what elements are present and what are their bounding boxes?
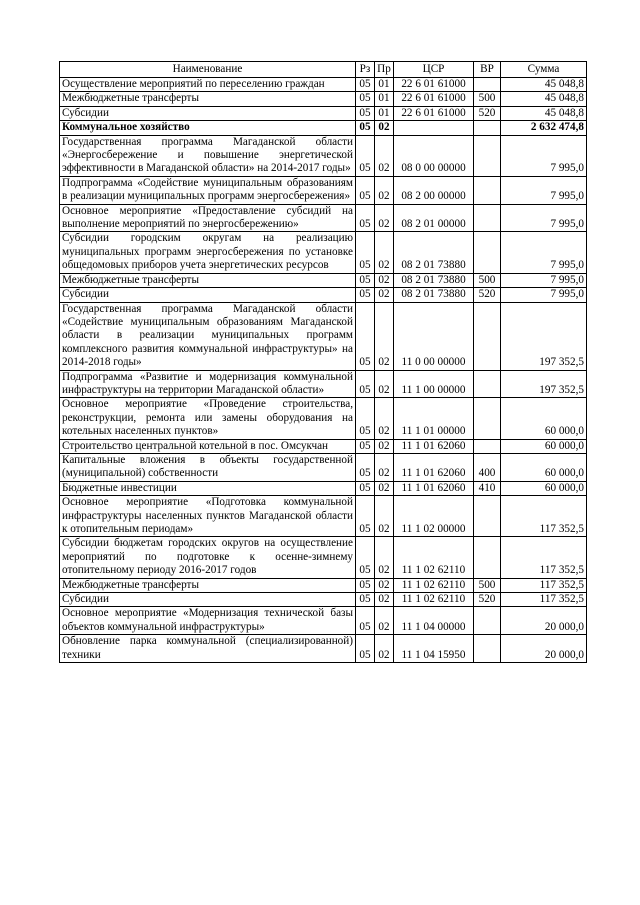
table-row: [60, 635, 587, 663]
cell-sum: 7 995,0: [501, 273, 587, 287]
table-row: [60, 288, 587, 302]
cell-pr: 02: [375, 273, 394, 287]
cell-name: Обновление парка коммунальной (специализированной) техники: [60, 635, 356, 663]
cell-sum: 117 352,5: [501, 578, 587, 592]
cell-rz: 05: [356, 232, 375, 273]
cell-pr: 02: [375, 607, 394, 635]
cell-vr: 500: [474, 578, 501, 592]
table-row: [60, 578, 587, 592]
cell-rz: 05: [356, 273, 375, 287]
cell-name: Межбюджетные трансферты: [60, 578, 356, 592]
cell-vr: [474, 176, 501, 204]
cell-sum: 7 995,0: [501, 135, 587, 176]
cell-pr: 02: [375, 593, 394, 607]
cell-name: Субсидии бюджетам городских округов на осуществление мероприятий по подготовке к осенне-зимнему отопительному периоду 2016-2017 годов: [60, 537, 356, 578]
cell-vr: [474, 537, 501, 578]
cell-vr: [474, 78, 501, 92]
cell-rz: 05: [356, 176, 375, 204]
cell-csr: 08 2 01 73880: [394, 288, 474, 302]
cell-name: Основное мероприятие «Модернизация технической базы объектов коммунальной инфраструктуры»: [60, 607, 356, 635]
cell-pr: 02: [375, 121, 394, 135]
cell-name: Межбюджетные трансферты: [60, 92, 356, 106]
cell-name: Основное мероприятие «Предоставление субсидий на выполнение мероприятий по энергосбережению»: [60, 204, 356, 232]
cell-vr: 400: [474, 453, 501, 481]
table-row: [60, 273, 587, 287]
cell-csr: 22 6 01 61000: [394, 106, 474, 120]
cell-rz: 05: [356, 92, 375, 106]
cell-csr: 11 1 02 62110: [394, 593, 474, 607]
cell-sum: 117 352,5: [501, 593, 587, 607]
cell-rz: 05: [356, 204, 375, 232]
table-row: [60, 537, 587, 578]
cell-csr: 22 6 01 61000: [394, 78, 474, 92]
cell-rz: 05: [356, 635, 375, 663]
cell-name: Подпрограмма «Развитие и модернизация коммунальной инфраструктуры на территории Магаданской области»: [60, 370, 356, 398]
cell-vr: [474, 302, 501, 370]
cell-rz: 05: [356, 302, 375, 370]
cell-rz: 05: [356, 398, 375, 439]
cell-vr: [474, 121, 501, 135]
column-header-sum: Сумма: [501, 62, 587, 78]
cell-csr: 08 2 01 73880: [394, 273, 474, 287]
cell-sum: 60 000,0: [501, 481, 587, 495]
cell-pr: 02: [375, 398, 394, 439]
table-row: [60, 453, 587, 481]
cell-csr: 11 1 00 00000: [394, 370, 474, 398]
cell-pr: 02: [375, 232, 394, 273]
table-row: [60, 398, 587, 439]
cell-name: Субсидии: [60, 288, 356, 302]
table-row: [60, 204, 587, 232]
cell-rz: 05: [356, 121, 375, 135]
cell-csr: 08 0 00 00000: [394, 135, 474, 176]
cell-sum: 7 995,0: [501, 204, 587, 232]
cell-pr: 02: [375, 453, 394, 481]
cell-rz: 05: [356, 78, 375, 92]
cell-name: Государственная программа Магаданской области «Энергосбережение и повышение энергетической эффективности в Магаданской области» на 2014-2017 годы»: [60, 135, 356, 176]
cell-sum: 197 352,5: [501, 370, 587, 398]
cell-rz: 05: [356, 106, 375, 120]
cell-sum: 197 352,5: [501, 302, 587, 370]
cell-sum: 117 352,5: [501, 496, 587, 537]
cell-vr: 410: [474, 481, 501, 495]
cell-name: Субсидии: [60, 593, 356, 607]
cell-name: Основное мероприятие «Подготовка коммунальной инфраструктуры населенных пунктов Магаданской области к отопительным периодам»: [60, 496, 356, 537]
cell-name: Осуществление мероприятий по переселению граждан: [60, 78, 356, 92]
cell-rz: 05: [356, 578, 375, 592]
column-header-pr: Пр: [375, 62, 394, 78]
cell-vr: 520: [474, 593, 501, 607]
cell-pr: 01: [375, 106, 394, 120]
table-row: [60, 78, 587, 92]
budget-table: [59, 61, 587, 663]
cell-sum: 20 000,0: [501, 607, 587, 635]
cell-name: Коммунальное хозяйство: [60, 121, 356, 135]
cell-csr: 11 1 01 62060: [394, 481, 474, 495]
cell-csr: 11 1 01 00000: [394, 398, 474, 439]
table-row: [60, 92, 587, 106]
cell-sum: 45 048,8: [501, 78, 587, 92]
cell-name: Капитальные вложения в объекты государственной (муниципальной) собственности: [60, 453, 356, 481]
table-row: [60, 607, 587, 635]
cell-name: Основное мероприятие «Проведение строительства, реконструкции, ремонта или замены оборудования на котельных населенных пунктов»: [60, 398, 356, 439]
cell-vr: 520: [474, 288, 501, 302]
cell-rz: 05: [356, 370, 375, 398]
table-row: [60, 176, 587, 204]
cell-csr: 11 1 04 00000: [394, 607, 474, 635]
cell-rz: 05: [356, 481, 375, 495]
column-header-name: Наименование: [60, 62, 356, 78]
table-row: [60, 593, 587, 607]
table-row: [60, 121, 587, 135]
table-row: [60, 302, 587, 370]
cell-pr: 02: [375, 481, 394, 495]
cell-pr: 02: [375, 496, 394, 537]
cell-pr: 02: [375, 135, 394, 176]
table-row: [60, 106, 587, 120]
cell-name: Государственная программа Магаданской области «Содействие муниципальным образованиям Магаданской области в реализации муниципальных программ комплексного развития коммунальной инфраструктуры» на 2014-2018 годы»: [60, 302, 356, 370]
cell-sum: 45 048,8: [501, 106, 587, 120]
cell-csr: 08 2 00 00000: [394, 176, 474, 204]
cell-rz: 05: [356, 607, 375, 635]
table-row: [60, 439, 587, 453]
cell-name: Подпрограмма «Содействие муниципальным образованиям в реализации муниципальных программ энергосбережения»: [60, 176, 356, 204]
cell-csr: 11 1 01 62060: [394, 439, 474, 453]
cell-rz: 05: [356, 439, 375, 453]
cell-vr: [474, 635, 501, 663]
cell-pr: 02: [375, 302, 394, 370]
cell-sum: 2 632 474,8: [501, 121, 587, 135]
cell-vr: 520: [474, 106, 501, 120]
cell-vr: [474, 607, 501, 635]
cell-rz: 05: [356, 537, 375, 578]
column-header-csr: ЦСР: [394, 62, 474, 78]
cell-sum: 20 000,0: [501, 635, 587, 663]
cell-pr: 02: [375, 537, 394, 578]
cell-pr: 02: [375, 439, 394, 453]
cell-csr: 08 2 01 73880: [394, 232, 474, 273]
column-header-vr: ВР: [474, 62, 501, 78]
table-header-row: [60, 62, 587, 78]
cell-vr: 500: [474, 92, 501, 106]
cell-vr: [474, 496, 501, 537]
cell-rz: 05: [356, 496, 375, 537]
cell-csr: 11 0 00 00000: [394, 302, 474, 370]
cell-csr: 11 1 02 00000: [394, 496, 474, 537]
table-row: [60, 232, 587, 273]
cell-pr: 02: [375, 204, 394, 232]
cell-vr: [474, 398, 501, 439]
table-row: [60, 481, 587, 495]
cell-csr: 11 1 02 62110: [394, 537, 474, 578]
cell-vr: [474, 135, 501, 176]
cell-name: Субсидии городским округам на реализацию муниципальных программ энергосбережения по установке общедомовых приборов учета энергетических ресурсов: [60, 232, 356, 273]
cell-rz: 05: [356, 135, 375, 176]
cell-vr: [474, 439, 501, 453]
cell-sum: 60 000,0: [501, 453, 587, 481]
cell-sum: 60 000,0: [501, 398, 587, 439]
cell-sum: 7 995,0: [501, 232, 587, 273]
cell-sum: 117 352,5: [501, 537, 587, 578]
cell-csr: 11 1 04 15950: [394, 635, 474, 663]
cell-pr: 01: [375, 78, 394, 92]
cell-rz: 05: [356, 593, 375, 607]
cell-sum: 45 048,8: [501, 92, 587, 106]
cell-csr: 08 2 01 00000: [394, 204, 474, 232]
column-header-rz: Рз: [356, 62, 375, 78]
table-row: [60, 135, 587, 176]
cell-pr: 02: [375, 635, 394, 663]
cell-sum: 7 995,0: [501, 176, 587, 204]
cell-csr: 11 1 02 62110: [394, 578, 474, 592]
cell-sum: 60 000,0: [501, 439, 587, 453]
cell-rz: 05: [356, 453, 375, 481]
cell-pr: 02: [375, 176, 394, 204]
cell-name: Бюджетные инвестиции: [60, 481, 356, 495]
cell-pr: 02: [375, 288, 394, 302]
cell-name: Субсидии: [60, 106, 356, 120]
table-row: [60, 496, 587, 537]
cell-pr: 02: [375, 370, 394, 398]
cell-pr: 02: [375, 578, 394, 592]
cell-vr: 500: [474, 273, 501, 287]
cell-csr: 22 6 01 61000: [394, 92, 474, 106]
cell-vr: [474, 232, 501, 273]
cell-name: Строительство центральной котельной в пос. Омсукчан: [60, 439, 356, 453]
cell-csr: 11 1 01 62060: [394, 453, 474, 481]
cell-name: Межбюджетные трансферты: [60, 273, 356, 287]
cell-sum: 7 995,0: [501, 288, 587, 302]
table-row: [60, 370, 587, 398]
cell-vr: [474, 370, 501, 398]
cell-vr: [474, 204, 501, 232]
cell-pr: 01: [375, 92, 394, 106]
cell-csr: [394, 121, 474, 135]
cell-rz: 05: [356, 288, 375, 302]
